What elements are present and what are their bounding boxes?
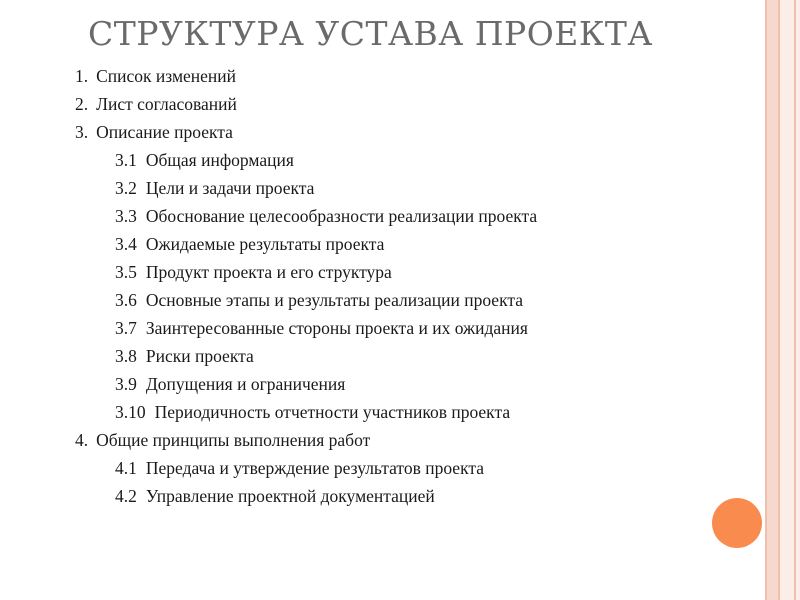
outline-item-number: 4.2 xyxy=(115,486,137,506)
outline-item-text: Периодичность отчетности участников проекта xyxy=(154,402,511,422)
outline-item-number: 3.8 xyxy=(115,346,137,366)
outline-item-text: Основные этапы и результаты реализации проекта xyxy=(145,290,523,310)
outline-subitem xyxy=(75,258,537,286)
edge-line xyxy=(765,0,767,600)
outline-item-text: Передача и утверждение результатов проекта xyxy=(145,458,484,478)
outline-subitem xyxy=(75,342,537,370)
outline-subitem xyxy=(75,314,537,342)
outline-item xyxy=(75,118,537,146)
outline-subitem xyxy=(75,146,537,174)
outline-subitem xyxy=(75,454,537,482)
outline-item-number: 3.4 xyxy=(115,234,137,254)
outline-item-number: 2. xyxy=(75,94,89,114)
outline-item-text: Заинтересованные стороны проекта и их ожидания xyxy=(145,318,528,338)
outline-item-text: Лист согласований xyxy=(96,94,237,114)
slide-title: СТРУКТУРА УСТАВА ПРОЕКТА xyxy=(88,14,653,53)
edge-line xyxy=(778,0,780,600)
outline-item-text: Общая информация xyxy=(145,150,294,170)
outline-item xyxy=(75,90,537,118)
outline-item-number: 3.7 xyxy=(115,318,137,338)
outline-item-text: Допущения и ограничения xyxy=(145,374,346,394)
outline-item-text: Обоснование целесообразности реализации проекта xyxy=(145,206,538,226)
outline-item-number: 3. xyxy=(75,122,89,142)
outline-list xyxy=(75,62,537,510)
outline-subitem xyxy=(75,398,537,426)
accent-circle xyxy=(712,498,762,548)
outline-item-number: 3.9 xyxy=(115,374,137,394)
outline-subitem xyxy=(75,202,537,230)
outline-item xyxy=(75,426,537,454)
outline-item-text: Управление проектной документацией xyxy=(145,486,435,506)
outline-subitem xyxy=(75,286,537,314)
outline-subitem xyxy=(75,174,537,202)
outline-item-text: Риски проекта xyxy=(145,346,254,366)
outline-item-text: Цели и задачи проекта xyxy=(145,178,315,198)
outline-item-number: 3.1 xyxy=(115,150,137,170)
outline-item-number: 3.2 xyxy=(115,178,137,198)
outline-subitem xyxy=(75,370,537,398)
outline-item-text: Общие принципы выполнения работ xyxy=(96,430,371,450)
outline-item-text: Описание проекта xyxy=(96,122,233,142)
edge-line xyxy=(794,0,796,600)
outline-item-number: 3.10 xyxy=(115,402,146,422)
outline-item-text: Список изменений xyxy=(96,66,237,86)
outline-item-number: 3.3 xyxy=(115,206,137,226)
outline-item-text: Продукт проекта и его структура xyxy=(145,262,392,282)
outline-item-text: Ожидаемые результаты проекта xyxy=(145,234,385,254)
outline-subitem xyxy=(75,230,537,258)
outline-item-number: 1. xyxy=(75,66,89,86)
outline-item-number: 3.5 xyxy=(115,262,137,282)
outline-subitem xyxy=(75,482,537,510)
outline-item xyxy=(75,62,537,90)
outline-item-number: 4. xyxy=(75,430,89,450)
outline-item-number: 3.6 xyxy=(115,290,137,310)
outline-item-number: 4.1 xyxy=(115,458,137,478)
